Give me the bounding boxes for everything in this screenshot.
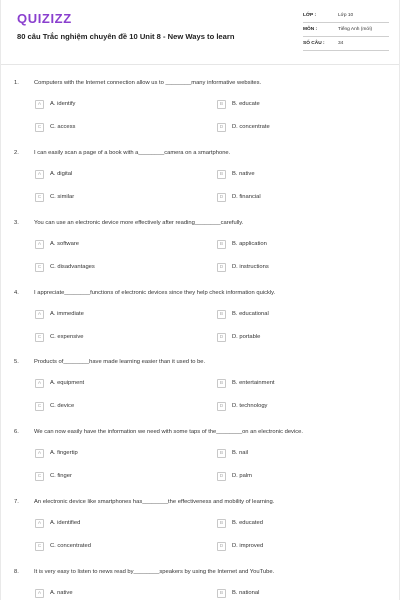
option-text: B. educated (232, 520, 263, 526)
option-b[interactable] (217, 99, 260, 109)
option-c[interactable] (35, 332, 84, 342)
option-letter-box: C (35, 472, 44, 481)
option-letter-box: D (217, 263, 226, 272)
header-divider (1, 64, 399, 65)
option-letter-box: C (35, 402, 44, 411)
option-letter-box: B (217, 589, 226, 598)
meta-key: LỚP : (303, 13, 317, 18)
option-b[interactable] (217, 169, 255, 179)
option-letter-box: D (217, 542, 226, 551)
option-text: D. instructions (232, 264, 269, 270)
option-letter-box: A (35, 100, 44, 109)
question-number: 3. (14, 220, 19, 226)
option-letter-box: A (35, 379, 44, 388)
question-number: 2. (14, 150, 19, 156)
option-text: A. identify (50, 101, 76, 107)
option-text: D. technology (232, 403, 268, 409)
option-b[interactable] (217, 448, 248, 458)
option-b[interactable] (217, 378, 275, 388)
option-letter-box: A (35, 240, 44, 249)
option-text: A. equipment (50, 380, 85, 386)
meta-value: 34 (338, 41, 344, 46)
option-letter-box: B (217, 519, 226, 528)
option-text: A. software (50, 241, 79, 247)
worksheet-header (1, 0, 399, 68)
option-b[interactable] (217, 588, 259, 598)
option-text: A. native (50, 590, 73, 596)
question-number: 4. (14, 290, 19, 296)
question-number: 7. (14, 499, 19, 505)
option-c[interactable] (35, 401, 74, 411)
option-letter-box: A (35, 519, 44, 528)
option-a[interactable] (35, 448, 78, 458)
option-text: B. entertainment (232, 380, 275, 386)
option-letter-box: A (35, 449, 44, 458)
meta-key: SỐ CÂU : (303, 41, 325, 46)
option-text: C. disadvantages (50, 264, 95, 270)
option-letter-box: D (217, 333, 226, 342)
option-a[interactable] (35, 169, 72, 179)
option-letter-box: B (217, 170, 226, 179)
option-c[interactable] (35, 541, 91, 551)
option-d[interactable] (217, 401, 267, 411)
option-a[interactable] (35, 99, 75, 109)
option-a[interactable] (35, 518, 80, 528)
option-a[interactable] (35, 378, 84, 388)
option-b[interactable] (217, 309, 269, 319)
option-text: B. educate (232, 101, 260, 107)
option-text: C. access (50, 124, 76, 130)
option-letter-box: A (35, 310, 44, 319)
option-d[interactable] (217, 122, 270, 132)
question-text: It is very easy to listen to news read by________speakers by using the Internet and YouTube. (34, 569, 275, 575)
option-letter-box: D (217, 193, 226, 202)
option-text: C. expensive (50, 334, 84, 340)
option-b[interactable] (217, 239, 267, 249)
question-text: An electronic device like smartphones has________the effectiveness and mobility of learning. (34, 499, 275, 505)
question-number: 8. (14, 569, 19, 575)
meta-table (303, 9, 389, 51)
option-letter-box: C (35, 542, 44, 551)
option-text: B. national (232, 590, 260, 596)
option-a[interactable] (35, 239, 79, 249)
option-letter-box: C (35, 123, 44, 132)
option-d[interactable] (217, 262, 269, 272)
option-letter-box: A (35, 170, 44, 179)
question-text: Products of________have made learning easier than it used to be. (34, 359, 206, 365)
option-a[interactable] (35, 588, 73, 598)
option-text: A. identified (50, 520, 81, 526)
question-text: I appreciate________functions of electronic devices since they help check information quickly. (34, 290, 276, 296)
option-d[interactable] (217, 192, 261, 202)
option-letter-box: C (35, 193, 44, 202)
option-text: D. improved (232, 543, 264, 549)
option-text: B. native (232, 171, 255, 177)
meta-row-class (303, 9, 389, 23)
question-text: You can use an electronic device more effectively after reading________carefully. (34, 220, 244, 226)
option-letter-box: A (35, 589, 44, 598)
option-c[interactable] (35, 192, 74, 202)
worksheet-page (1, 0, 399, 600)
option-letter-box: C (35, 263, 44, 272)
meta-row-count (303, 37, 389, 51)
question-number: 6. (14, 429, 19, 435)
meta-value: Tiếng Anh (mới) (338, 27, 373, 32)
option-letter-box: B (217, 100, 226, 109)
option-text: D. palm (232, 473, 252, 479)
option-letter-box: D (217, 402, 226, 411)
option-text: C. finger (50, 473, 72, 479)
option-d[interactable] (217, 471, 252, 481)
option-d[interactable] (217, 541, 263, 551)
meta-value: Lớp 10 (338, 13, 354, 18)
option-letter-box: C (35, 333, 44, 342)
option-b[interactable] (217, 518, 263, 528)
question-text: Computers with the Internet connection allow us to ________many informative websites. (34, 80, 262, 86)
option-text: B. application (232, 241, 267, 247)
option-c[interactable] (35, 262, 95, 272)
option-text: C. device (50, 403, 75, 409)
option-letter-box: D (217, 123, 226, 132)
question-text: We can now easily have the information we need with some taps of the________on an electronic device. (34, 429, 303, 435)
meta-key: MÔN : (303, 27, 318, 32)
option-text: B. educational (232, 311, 269, 317)
question-number: 5. (14, 359, 19, 365)
option-text: A. fingertip (50, 450, 78, 456)
option-c[interactable] (35, 471, 72, 481)
option-c[interactable] (35, 122, 75, 132)
option-letter-box: D (217, 472, 226, 481)
option-text: C. concentrated (50, 543, 91, 549)
option-text: A. immediate (50, 311, 84, 317)
document-title: 80 câu Trắc nghiệm chuyên đề 10 Unit 8 - New Ways to learn (17, 32, 235, 41)
option-text: B. nail (232, 450, 249, 456)
option-text: C. similar (50, 194, 75, 200)
question-text: I can easily scan a page of a book with a________camera on a smartphone. (34, 150, 231, 156)
option-letter-box: B (217, 379, 226, 388)
option-text: D. concentrate (232, 124, 270, 130)
option-letter-box: B (217, 310, 226, 319)
question-number: 1. (14, 80, 19, 86)
option-d[interactable] (217, 332, 260, 342)
option-letter-box: B (217, 240, 226, 249)
option-letter-box: B (217, 449, 226, 458)
option-a[interactable] (35, 309, 84, 319)
option-text: D. portable (232, 334, 261, 340)
quizizz-logo: QUIZIZZ (17, 11, 72, 26)
meta-row-subject (303, 23, 389, 37)
option-text: A. digital (50, 171, 73, 177)
option-text: D. financial (232, 194, 261, 200)
